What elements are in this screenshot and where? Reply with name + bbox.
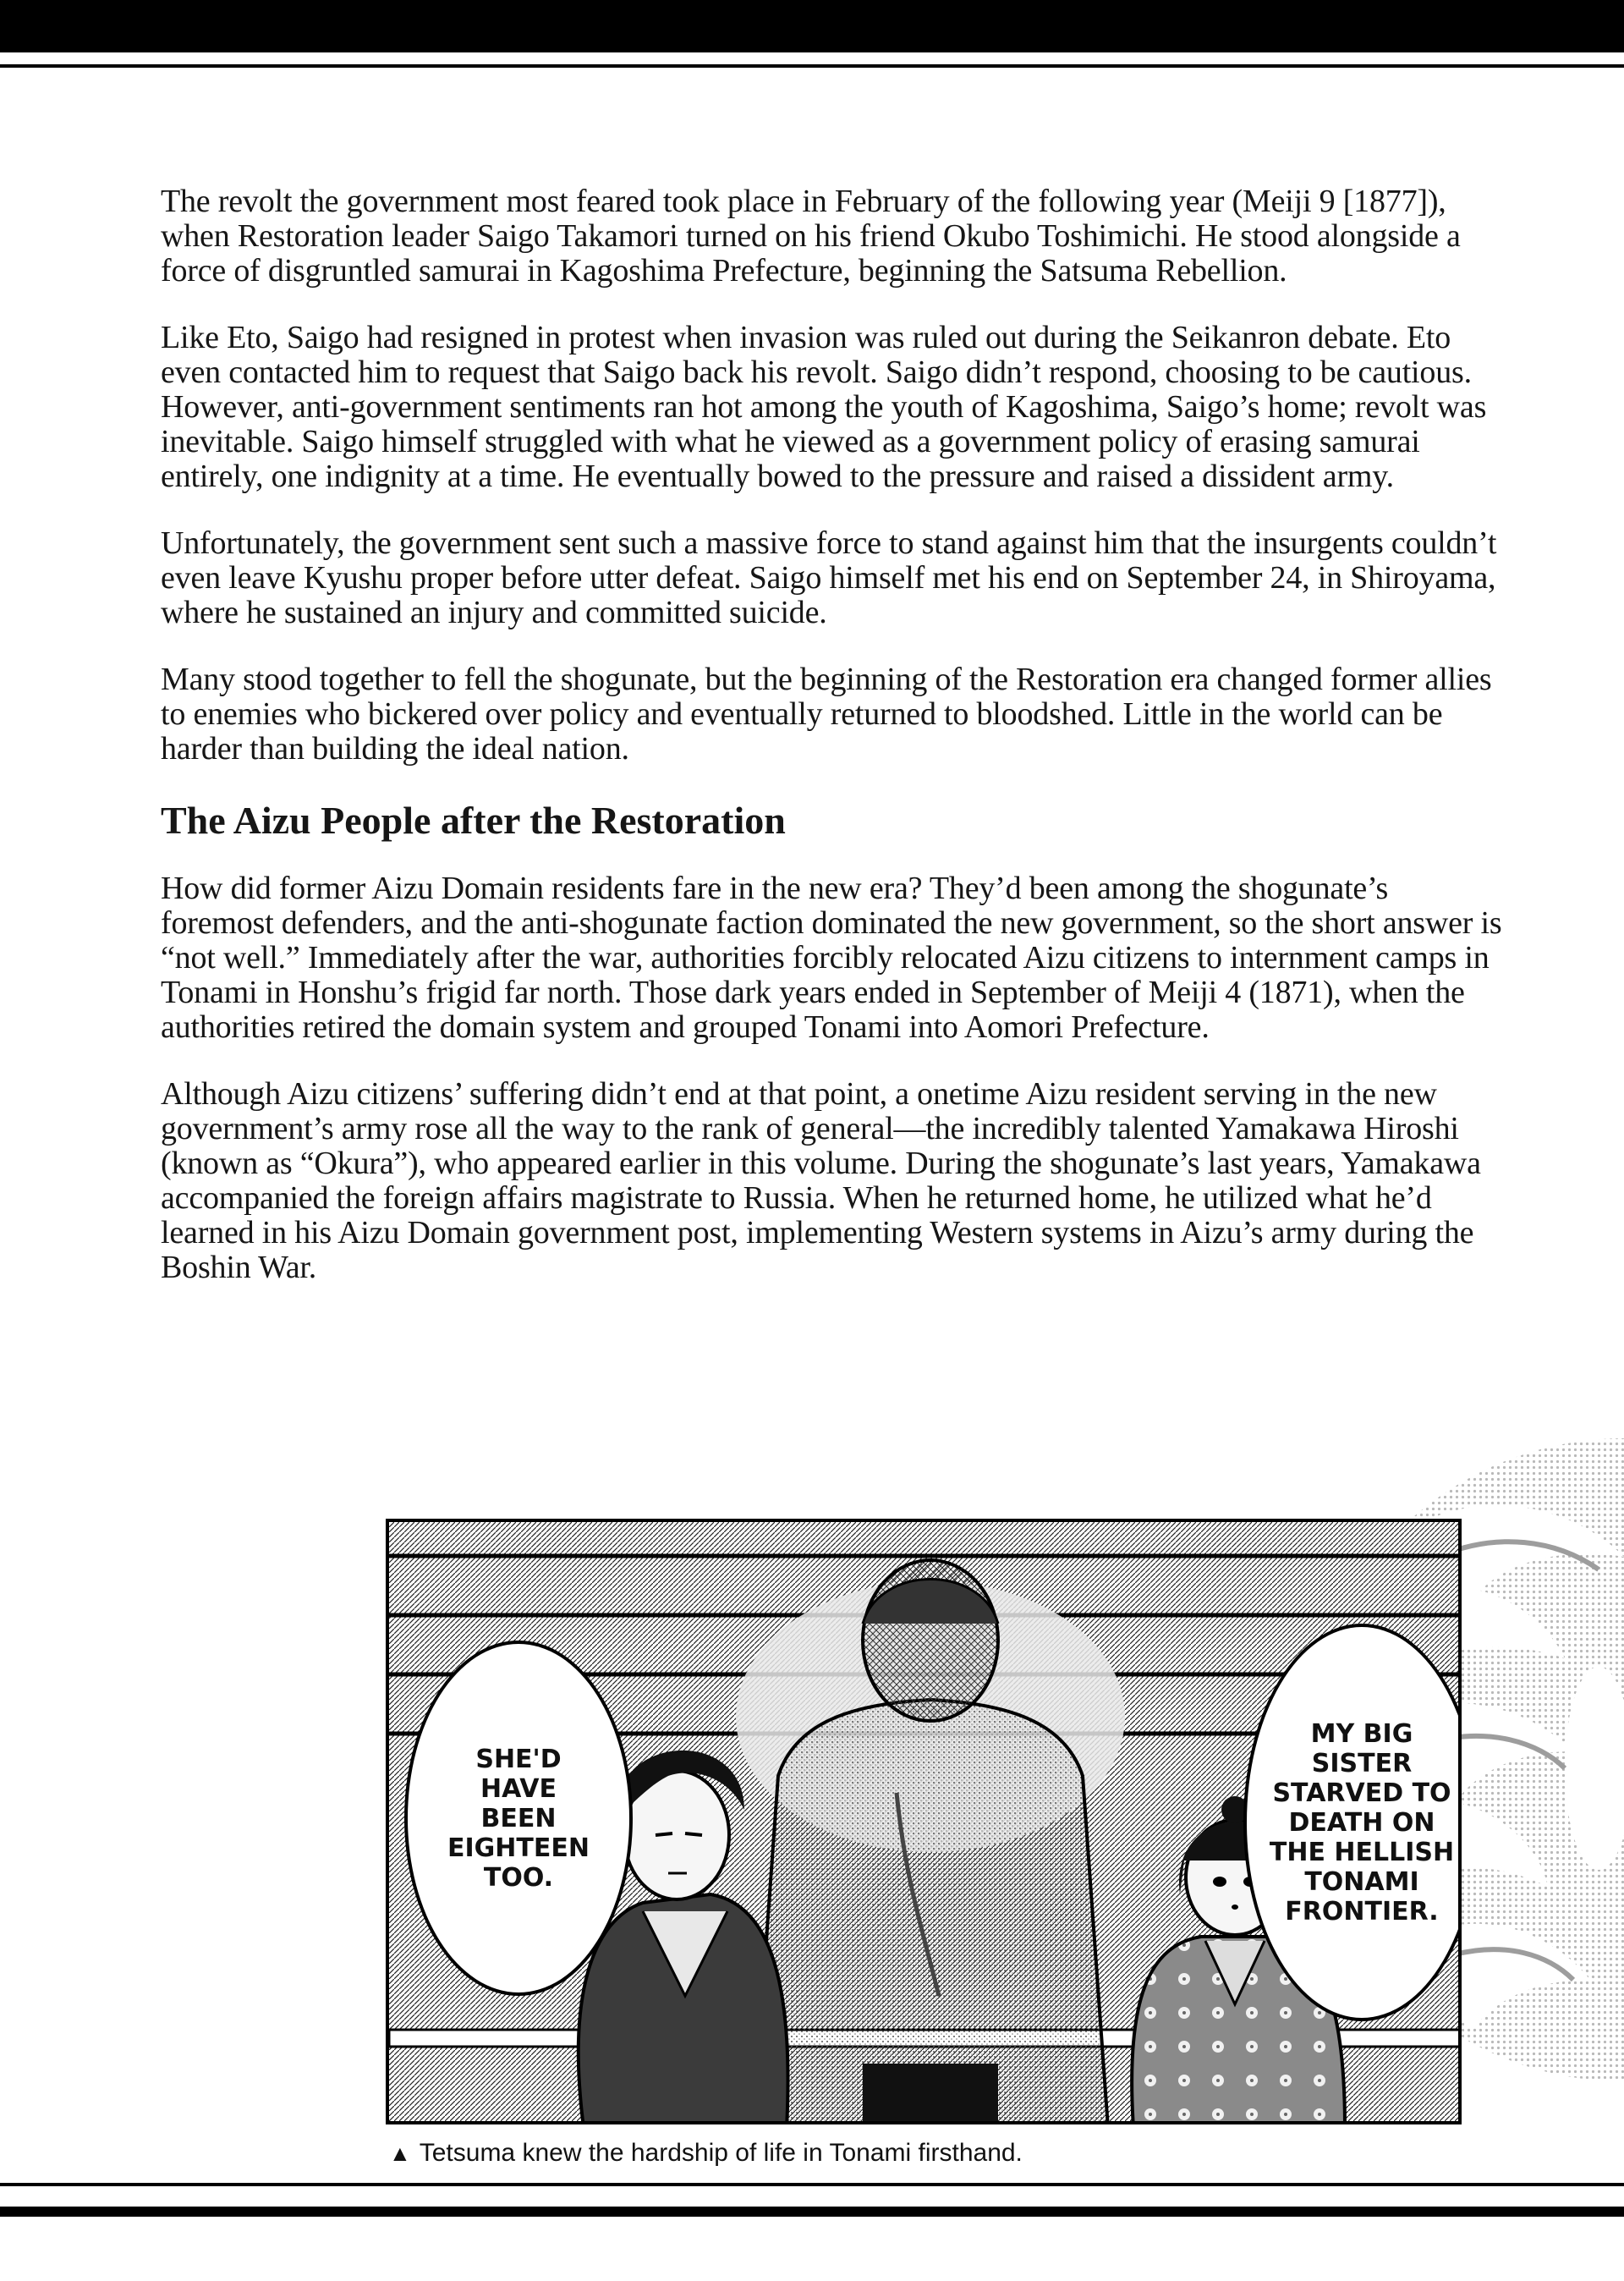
top-divider-rule xyxy=(0,64,1624,68)
article-body xyxy=(161,184,1506,1317)
paragraph-satsuma-rebellion: The revolt the government most feared took place in February of the following year (Meiji 9 [1877]), when Restoration leader Saigo Takamori turned on his friend Okubo Toshimichi. He stood alongside a force of disgruntled samurai in Kagoshima Prefecture, beginning the Satsuma Rebellion. xyxy=(161,184,1461,289)
top-border-bar xyxy=(0,0,1624,52)
speech-bubble-right: MY BIG SISTER STARVED TO DEATH ON THE HELLISH TONAMI FRONTIER. xyxy=(1243,1624,1462,2021)
manga-panel xyxy=(386,1519,1462,2124)
paragraph-aizu-new-era: How did former Aizu Domain residents fare in the new era? They’d been among the shogunate’s foremost defenders, and the anti-shogunate faction dominated the new government, so the short answer is “not well.” Immediately after the war, authorities forcibly relocated Aizu citizens to internment camps in Tonami in Honshu’s frigid far north. Those dark years ended in September of Meiji 4 (1871), when the authorities retired the domain system and grouped Tonami into Aomori Prefecture. xyxy=(161,871,1502,1045)
paragraph-ideal-nation: Many stood together to fell the shogunate, but the beginning of the Restoration era changed former allies to enemies who bickered over policy and eventually returned to bloodshed. Little in the world can be harder than building the ideal nation. xyxy=(161,662,1492,767)
section-heading: The Aizu People after the Restoration xyxy=(161,799,786,842)
triangle-marker-icon: ▲ xyxy=(389,2141,411,2166)
speech-bubble-left: SHE'D HAVE BEEN EIGHTEEN TOO. xyxy=(404,1641,633,1996)
panel-caption xyxy=(389,2138,1023,2168)
bottom-border-bar xyxy=(0,2207,1624,2217)
paragraph-yamakawa: Although Aizu citizens’ suffering didn’t end at that point, a onetime Aizu resident serving in the new government’s army rose all the way to the rank of general—the incredibly talented Yamakawa Hiroshi (known as “Okura”), who appeared earlier in this volume. During the shogunate’s last years, Yamakawa accompanied the foreign affairs magistrate to Russia. When he returned home, he utilized what he’d learned in his Aizu Domain government post, implementing Western systems in Aizu’s army during the Boshin War. xyxy=(161,1076,1481,1285)
caption-text: Tetsuma knew the hardship of life in Tonami firsthand. xyxy=(419,2139,1023,2167)
bottom-divider-rule xyxy=(0,2183,1624,2186)
paragraph-saigo-defeat: Unfortunately, the government sent such a massive force to stand against him that the insurgents couldn’t even leave Kyushu proper before utter defeat. Saigo himself met his end on September 24, in Shiroyama, where he sustained an injury and committed suicide. xyxy=(161,525,1497,630)
paragraph-saigo-resignation: Like Eto, Saigo had resigned in protest when invasion was ruled out during the Seikanron debate. Eto even contacted him to request that Saigo back his revolt. Saigo didn’t respond, choosing to be cautious. However, anti-government sentiments ran hot among the youth of Kagoshima, Saigo’s home; revolt was inevitable. Saigo himself struggled with what he viewed as a government policy of erasing samurai entirely, one indignity at a time. He eventually bowed to the pressure and raised a dissident army. xyxy=(161,320,1487,494)
